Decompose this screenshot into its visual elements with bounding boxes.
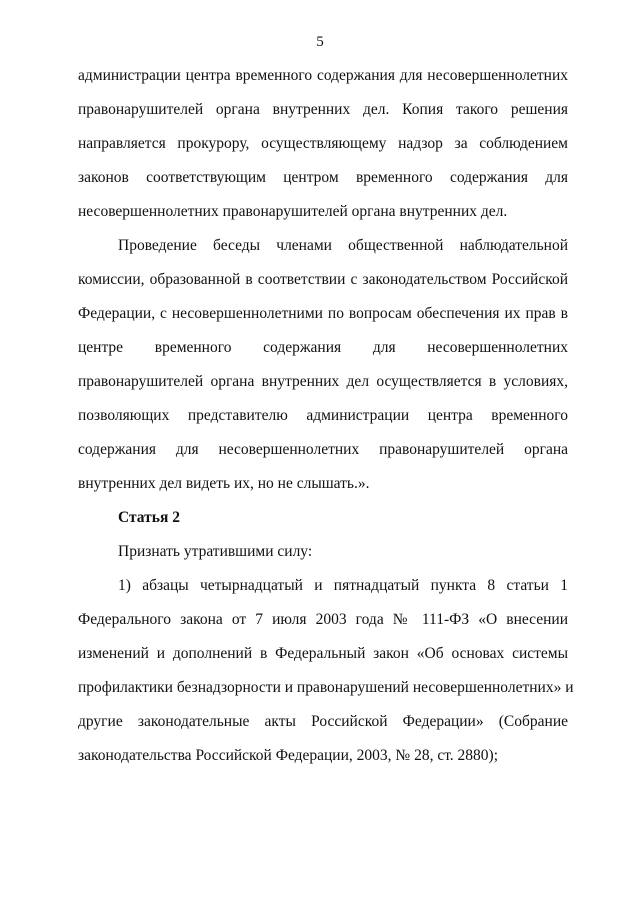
paragraph-2-line: центре временного содержания для несовершеннолетних: [78, 339, 568, 356]
paragraph-4-line: изменений и дополнений в Федеральный закон «Об основах системы: [78, 645, 568, 662]
paragraph-1-line: направляется прокурору, осуществляющему надзор за соблюдением: [78, 135, 568, 152]
paragraph-1-line: правонарушителей органа внутренних дел. Копия такого решения: [78, 101, 568, 118]
paragraph-4-line: Федерального закона от 7 июля 2003 года № 111-ФЗ «О внесении: [78, 611, 568, 628]
paragraph-4-line: 1) абзацы четырнадцатый и пятнадцатый пункта 8 статьи 1: [118, 577, 568, 594]
paragraph-4-line: другие законодательные акты Российской Федерации» (Собрание: [78, 713, 568, 730]
paragraph-2-line: правонарушителей органа внутренних дел осуществляется в условиях,: [78, 373, 568, 390]
paragraph-2-line: содержания для несовершеннолетних правонарушителей органа: [78, 441, 568, 458]
paragraph-2-line: внутренних дел видеть их, но не слышать.».: [78, 475, 370, 492]
paragraph-1-line: администрации центра временного содержания для несовершеннолетних: [78, 67, 568, 84]
paragraph-4-line: законодательства Российской Федерации, 2003, № 28, ст. 2880);: [78, 747, 499, 764]
page-number: 5: [316, 34, 324, 50]
paragraph-2-line: позволяющих представителю администрации центра временного: [78, 407, 568, 424]
paragraph-2-line: Проведение беседы членами общественной наблюдательной: [118, 237, 568, 254]
paragraph-2-line: комиссии, образованной в соответствии с законодательством Российской: [78, 271, 568, 288]
paragraph-4-line: профилактики безнадзорности и правонарушений несовершеннолетних» и: [78, 679, 574, 696]
paragraph-2-line: Федерации, с несовершеннолетними по вопросам обеспечения их прав в: [78, 305, 568, 322]
paragraph-3-line: Признать утратившими силу:: [118, 543, 313, 560]
paragraph-1-line: законов соответствующим центром временного содержания для: [78, 169, 568, 186]
article-heading: Статья 2: [118, 509, 180, 526]
paragraph-1-line: несовершеннолетних правонарушителей органа внутренних дел.: [78, 203, 508, 220]
